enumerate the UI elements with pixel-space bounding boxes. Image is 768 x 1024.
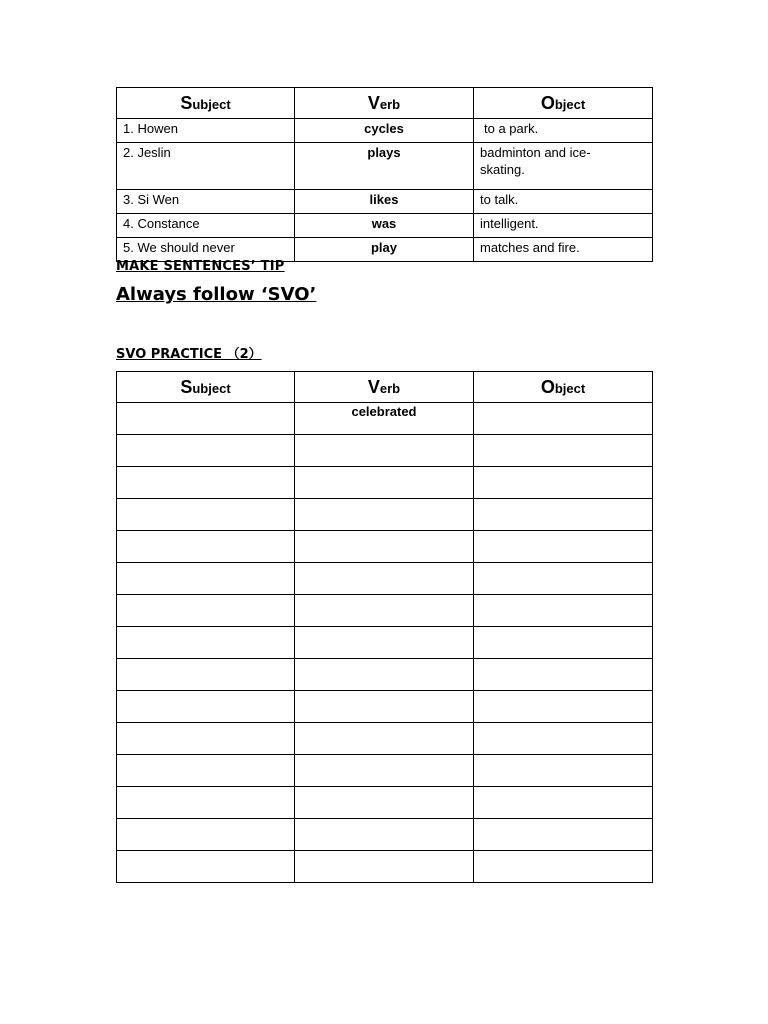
svo-example-table <box>116 87 653 262</box>
table-row <box>117 851 653 883</box>
verb-cell <box>295 723 474 755</box>
table-row <box>117 755 653 787</box>
header-verb: Verb <box>295 372 474 403</box>
verb-cell <box>295 435 474 467</box>
object-cell <box>474 499 653 531</box>
object-cell <box>474 851 653 883</box>
header-subject: Subject <box>117 372 295 403</box>
object-cell <box>474 531 653 563</box>
object-cell <box>474 403 653 435</box>
verb-cell <box>295 627 474 659</box>
header-object: Object <box>474 88 653 119</box>
object-line: to talk. <box>480 192 519 207</box>
svo-practice-table <box>116 371 653 883</box>
header-verb: Verb <box>295 88 474 119</box>
subject-cell <box>117 691 295 723</box>
subject-cell <box>117 723 295 755</box>
table-row <box>117 190 653 214</box>
subject-cell: 5. We should never <box>117 238 295 262</box>
table-row <box>117 403 653 435</box>
verb-cell <box>295 755 474 787</box>
verb-cell: likes <box>295 190 474 214</box>
table-header-row <box>117 88 653 119</box>
object-cell <box>474 627 653 659</box>
object-cell <box>474 691 653 723</box>
object-cell <box>474 787 653 819</box>
object-line: badminton and ice- <box>480 145 591 160</box>
table-row <box>117 499 653 531</box>
table-row <box>117 691 653 723</box>
subject-cell: 2. Jeslin <box>117 143 295 190</box>
verb-cell <box>295 499 474 531</box>
subject-cell <box>117 531 295 563</box>
verb-cell <box>295 531 474 563</box>
object-cell <box>474 435 653 467</box>
table-row <box>117 787 653 819</box>
verb-cell <box>295 851 474 883</box>
subject-cell <box>117 467 295 499</box>
object-line: intelligent. <box>480 216 539 231</box>
subject-cell <box>117 787 295 819</box>
subject-cell <box>117 659 295 691</box>
verb-cell <box>295 563 474 595</box>
object-cell <box>474 659 653 691</box>
subject-cell <box>117 563 295 595</box>
practice-heading: SVO PRACTICE （2） <box>116 347 262 362</box>
verb-cell: plays <box>295 143 474 190</box>
practice-rows <box>117 403 653 883</box>
table-row <box>117 531 653 563</box>
object-cell <box>474 563 653 595</box>
subject-cell <box>117 403 295 435</box>
verb-cell: cycles <box>295 119 474 143</box>
subject-cell: 4. Constance <box>117 214 295 238</box>
object-cell <box>474 755 653 787</box>
verb-cell: was <box>295 214 474 238</box>
object-line: to a park. <box>484 121 539 136</box>
verb-cell: celebrated <box>295 403 474 435</box>
object-cell <box>474 819 653 851</box>
object-line: skating. <box>480 162 525 177</box>
table-row <box>117 595 653 627</box>
verb-cell <box>295 659 474 691</box>
subject-cell: 1. Howen <box>117 119 295 143</box>
object-cell <box>474 214 653 238</box>
table-row <box>117 723 653 755</box>
table-row <box>117 563 653 595</box>
header-subject: Subject <box>117 88 295 119</box>
object-cell <box>474 723 653 755</box>
verb-cell <box>295 595 474 627</box>
object-cell <box>474 143 653 190</box>
svo-rule-heading: Always follow ‘SVO’ <box>116 284 317 305</box>
table-row <box>117 143 653 190</box>
subject-cell <box>117 595 295 627</box>
object-cell <box>474 595 653 627</box>
table-row <box>117 627 653 659</box>
verb-cell <box>295 691 474 723</box>
subject-cell: 3. Si Wen <box>117 190 295 214</box>
subject-cell <box>117 819 295 851</box>
object-cell <box>474 238 653 262</box>
object-cell <box>474 119 653 143</box>
verb-cell <box>295 819 474 851</box>
verb-cell <box>295 467 474 499</box>
subject-cell <box>117 499 295 531</box>
table-row <box>117 214 653 238</box>
subject-cell <box>117 627 295 659</box>
verb-cell <box>295 787 474 819</box>
table-header-row <box>117 372 653 403</box>
object-cell <box>474 190 653 214</box>
object-line: matches and fire. <box>480 240 580 255</box>
verb-cell: play <box>295 238 474 262</box>
table-row <box>117 819 653 851</box>
table-row <box>117 659 653 691</box>
tip-heading: MAKE SENTENCES’ TIP <box>116 259 285 274</box>
header-object: Object <box>474 372 653 403</box>
object-cell <box>474 467 653 499</box>
table-row <box>117 119 653 143</box>
subject-cell <box>117 435 295 467</box>
subject-cell <box>117 851 295 883</box>
table-row <box>117 467 653 499</box>
subject-cell <box>117 755 295 787</box>
table-row <box>117 435 653 467</box>
table-row <box>117 238 653 262</box>
